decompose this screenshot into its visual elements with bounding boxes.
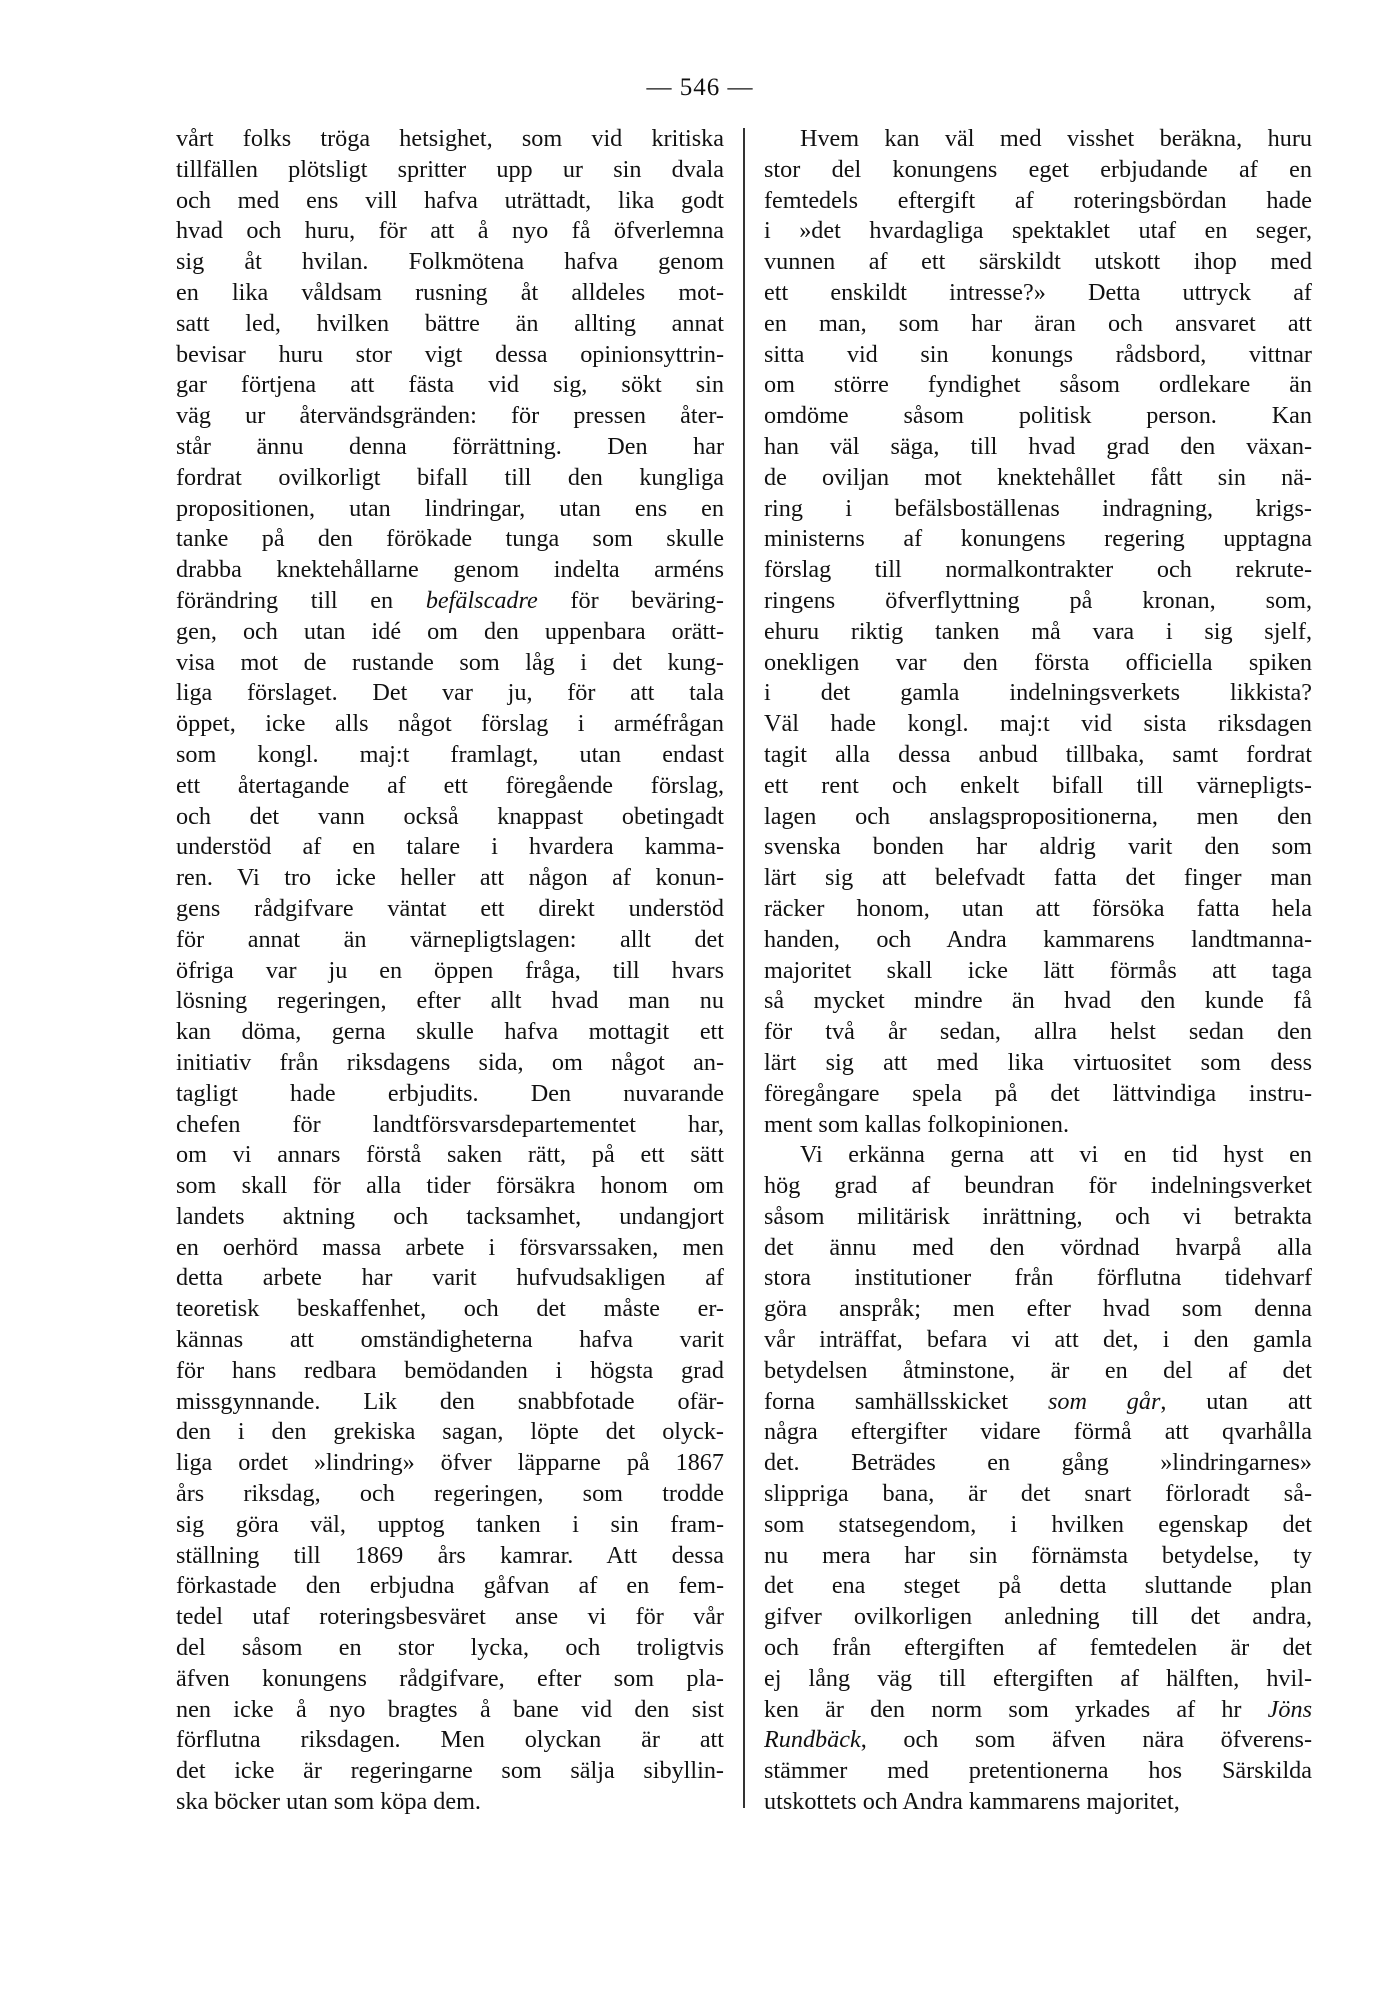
text-line: Hvem kan väl med visshet beräkna, huru xyxy=(800,125,1312,152)
text-line: som skall för alla tider försäkra honom om xyxy=(176,1172,724,1200)
text-line: sig göra väl, upptog tanken i sin fram- xyxy=(176,1510,724,1538)
text-line: öfriga var ju en öppen fråga, till hvars xyxy=(176,956,724,984)
text-line: göra anspråk; men efter hvad som denna xyxy=(764,1295,1312,1323)
text-line: ska böcker utan som köpa dem. xyxy=(176,1788,481,1816)
text-line: tedel utaf roteringsbesväret anse vi för vår xyxy=(176,1603,724,1631)
text-line: lösning regeringen, efter allt hvad man nu xyxy=(176,987,724,1015)
text-line: understöd af en talare i hvardera kamma- xyxy=(176,833,724,861)
text-line: ren. Vi tro icke heller att någon af konun- xyxy=(176,864,724,892)
text-line: ett enskildt intresse?» Detta uttryck af xyxy=(764,278,1312,306)
text-line: nu mera har sin förnämsta betydelse, ty xyxy=(764,1541,1312,1569)
text-line: som kongl. maj:t framlagt, utan endast xyxy=(176,740,724,768)
text-line: nen icke å nyo bragtes å bane vid den sist xyxy=(176,1695,724,1723)
text-line: tagit alla dessa anbud tillbaka, samt fordrat xyxy=(764,740,1312,768)
text-line: för annat än värnepligtslagen: allt det xyxy=(176,925,724,953)
text-line: så mycket mindre än hvad den kunde få xyxy=(764,987,1312,1015)
text-line: hög grad af beundran för indelningsverket xyxy=(764,1172,1312,1200)
page-number: — 546 — xyxy=(646,74,754,101)
text-line: Vi erkänna gerna att vi en tid hyst en xyxy=(800,1141,1312,1169)
text-line: en lika våldsam rusning åt alldeles mot- xyxy=(176,278,724,306)
text-line: Väl hade kongl. maj:t vid sista riksdagen xyxy=(764,710,1312,738)
left-text-column xyxy=(176,124,724,1818)
text-line: kännas att omständigheterna hafva varit xyxy=(176,1326,724,1354)
text-line: ministerns af konungens regering upptagna xyxy=(764,525,1312,553)
text-line: omdöme såsom politisk person. Kan xyxy=(764,402,1312,430)
text-line: hvad och huru, för att å nyo få öfverlemna xyxy=(176,217,724,245)
text-line: femtedels eftergift af roteringsbördan hade xyxy=(764,186,1312,214)
text-line: ett återtagande af ett föregående förslag, xyxy=(176,771,724,799)
text-line: betydelsen åtminstone, är en del af det xyxy=(764,1356,1312,1384)
text-line: i det gamla indelningsverkets likkista? xyxy=(764,679,1312,707)
text-line: en man, som har äran och ansvaret att xyxy=(764,309,1312,337)
right-text-column xyxy=(764,124,1312,1818)
text-line: för hans redbara bemödanden i högsta grad xyxy=(176,1356,724,1384)
text-line: såsom militärisk inrättning, och vi betrakta xyxy=(764,1202,1312,1230)
text-line: tillfällen plötsligt spritter upp ur sin dvala xyxy=(176,155,724,183)
text-line: räcker honom, utan att försöka fatta hela xyxy=(764,894,1312,922)
text-line: lagen och anslagspropositionerna, men den xyxy=(764,802,1312,830)
text-line: liga ordet »lindring» öfver läpparne på 1867 xyxy=(176,1449,724,1477)
text-line: gar förtjena att fästa vid sig, sökt sin xyxy=(176,371,724,399)
text-line: onekligen var den första officiella spiken xyxy=(764,648,1312,676)
text-line: ment som kallas folkopinionen. xyxy=(764,1110,1069,1138)
text-line: visa mot de rustande som låg i det kung- xyxy=(176,648,724,676)
text-line: det. Beträdes en gång »lindringarnes» xyxy=(764,1449,1312,1477)
text-line: förkastade den erbjudna gåfvan af en fem- xyxy=(176,1572,724,1600)
text-line: landets aktning och tacksamhet, undangjort xyxy=(176,1202,724,1230)
text-line: föregångare spela på det lättvindiga instru- xyxy=(764,1079,1312,1107)
text-line: lärt sig att belefvadt fatta det finger man xyxy=(764,864,1312,892)
text-line: vår inträffat, befara vi att det, i den gamla xyxy=(764,1326,1312,1354)
text-line: sig åt hvilan. Folkmötena hafva genom xyxy=(176,248,724,276)
text-line: lärt sig att med lika virtuositet som dess xyxy=(764,1048,1312,1076)
text-line: han väl säga, till hvad grad den växan- xyxy=(764,432,1312,460)
text-line: i »det hvardagliga spektaklet utaf en seger, xyxy=(764,217,1312,245)
text-line: stor del konungens eget erbjudande af en xyxy=(764,155,1312,183)
text-line: utskottets och Andra kammarens majoritet, xyxy=(764,1788,1180,1816)
text-line: stämmer med pretentionerna hos Särskilda xyxy=(764,1757,1312,1785)
text-line: ehuru riktig tanken må vara i sig sjelf, xyxy=(764,617,1312,645)
text-line: ett rent och enkelt bifall till värnepligts- xyxy=(764,771,1312,799)
text-line: står ännu denna förrättning. Den har xyxy=(176,432,724,460)
text-line: stora institutioner från förflutna tidehvarf xyxy=(764,1264,1312,1292)
text-line: gen, och utan idé om den uppenbara orätt- xyxy=(176,617,724,645)
text-line: några eftergifter vidare förmå att qvarhålla xyxy=(764,1418,1312,1446)
text-line: det ännu med den vördnad hvarpå alla xyxy=(764,1233,1312,1261)
text-line: detta arbete har varit hufvudsakligen af xyxy=(176,1264,724,1292)
text-line: sitta vid sin konungs rådsbord, vittnar xyxy=(764,340,1312,368)
text-line: initiativ från riksdagens sida, om något an- xyxy=(176,1048,724,1076)
text-line: den i den grekiska sagan, löpte det olyck- xyxy=(176,1418,724,1446)
text-line: det ena steget på detta sluttande plan xyxy=(764,1572,1312,1600)
text-line: chefen för landtförsvarsdepartementet har, xyxy=(176,1110,724,1138)
text-line: års riksdag, och regeringen, som trodde xyxy=(176,1480,724,1508)
text-line: en oerhörd massa arbete i försvarssaken, men xyxy=(176,1233,724,1261)
text-line: det icke är regeringarne som sälja sibyllin- xyxy=(176,1757,724,1785)
text-line: missgynnande. Lik den snabbfotade ofär- xyxy=(176,1387,724,1415)
text-line: drabba knektehållarne genom indelta arméns xyxy=(176,556,724,584)
text-line: kan döma, gerna skulle hafva mottagit ett xyxy=(176,1018,724,1046)
text-line: vårt folks tröga hetsighet, som vid kritiska xyxy=(176,125,724,152)
text-line: förändring till en befälscadre för beväring- xyxy=(176,586,724,614)
text-line: väg ur återvändsgränden: för pressen åter- xyxy=(176,402,724,430)
text-line: ken är den norm som yrkades af hr Jöns xyxy=(764,1695,1312,1723)
text-line: och från eftergiften af femtedelen är det xyxy=(764,1634,1312,1662)
text-line: om större fyndighet såsom ordlekare än xyxy=(764,371,1312,399)
text-line: vunnen af ett särskildt utskott ihop med xyxy=(764,248,1312,276)
text-line: förflutna riksdagen. Men olyckan är att xyxy=(176,1726,724,1754)
text-line: för två år sedan, allra helst sedan den xyxy=(764,1018,1312,1046)
text-line: och med ens vill hafva uträttadt, lika godt xyxy=(176,186,724,214)
text-line: öppet, icke alls något förslag i arméfrågan xyxy=(176,710,724,738)
text-line: ring i befälsboställenas indragning, krigs- xyxy=(764,494,1312,522)
text-line: majoritet skall icke lätt förmås att taga xyxy=(764,956,1312,984)
text-line: och det vann också knappast obetingadt xyxy=(176,802,724,830)
text-line: förslag till normalkontrakter och rekrute- xyxy=(764,556,1312,584)
text-line: som statsegendom, i hvilken egenskap det xyxy=(764,1510,1312,1538)
text-line: gifver ovilkorligen anledning till det andra, xyxy=(764,1603,1312,1631)
column-divider xyxy=(743,128,745,1808)
text-line: äfven konungens rådgifvare, efter som pla- xyxy=(176,1664,724,1692)
text-line: Rundbäck, och som äfven nära öfverens- xyxy=(764,1726,1312,1754)
text-line: slippriga bana, är det snart förloradt så- xyxy=(764,1480,1312,1508)
text-line: tagligt hade erbjudits. Den nuvarande xyxy=(176,1079,724,1107)
text-line: satt led, hvilken bättre än allting annat xyxy=(176,309,724,337)
text-line: ställning till 1869 års kamrar. Att dessa xyxy=(176,1541,724,1569)
text-line: forna samhällsskicket som går, utan att xyxy=(764,1387,1312,1415)
text-line: bevisar huru stor vigt dessa opinionsyttrin- xyxy=(176,340,724,368)
text-line: gens rådgifvare väntat ett direkt understöd xyxy=(176,894,724,922)
text-line: del såsom en stor lycka, och troligtvis xyxy=(176,1634,724,1662)
text-line: ringens öfverflyttning på kronan, som, xyxy=(764,586,1312,614)
text-line: ej lång väg till eftergiften af hälften, hvil- xyxy=(764,1664,1312,1692)
text-line: liga förslaget. Det var ju, för att tala xyxy=(176,679,724,707)
text-line: propositionen, utan lindringar, utan ens en xyxy=(176,494,724,522)
text-line: om vi annars förstå saken rätt, på ett sätt xyxy=(176,1141,724,1169)
text-line: fordrat ovilkorligt bifall till den kungliga xyxy=(176,463,724,491)
text-line: teoretisk beskaffenhet, och det måste er- xyxy=(176,1295,724,1323)
text-line: svenska bonden har aldrig varit den som xyxy=(764,833,1312,861)
text-line: de oviljan mot knektehållet fått sin nä- xyxy=(764,463,1312,491)
text-line: handen, och Andra kammarens landtmanna- xyxy=(764,925,1312,953)
text-line: tanke på den förökade tunga som skulle xyxy=(176,525,724,553)
